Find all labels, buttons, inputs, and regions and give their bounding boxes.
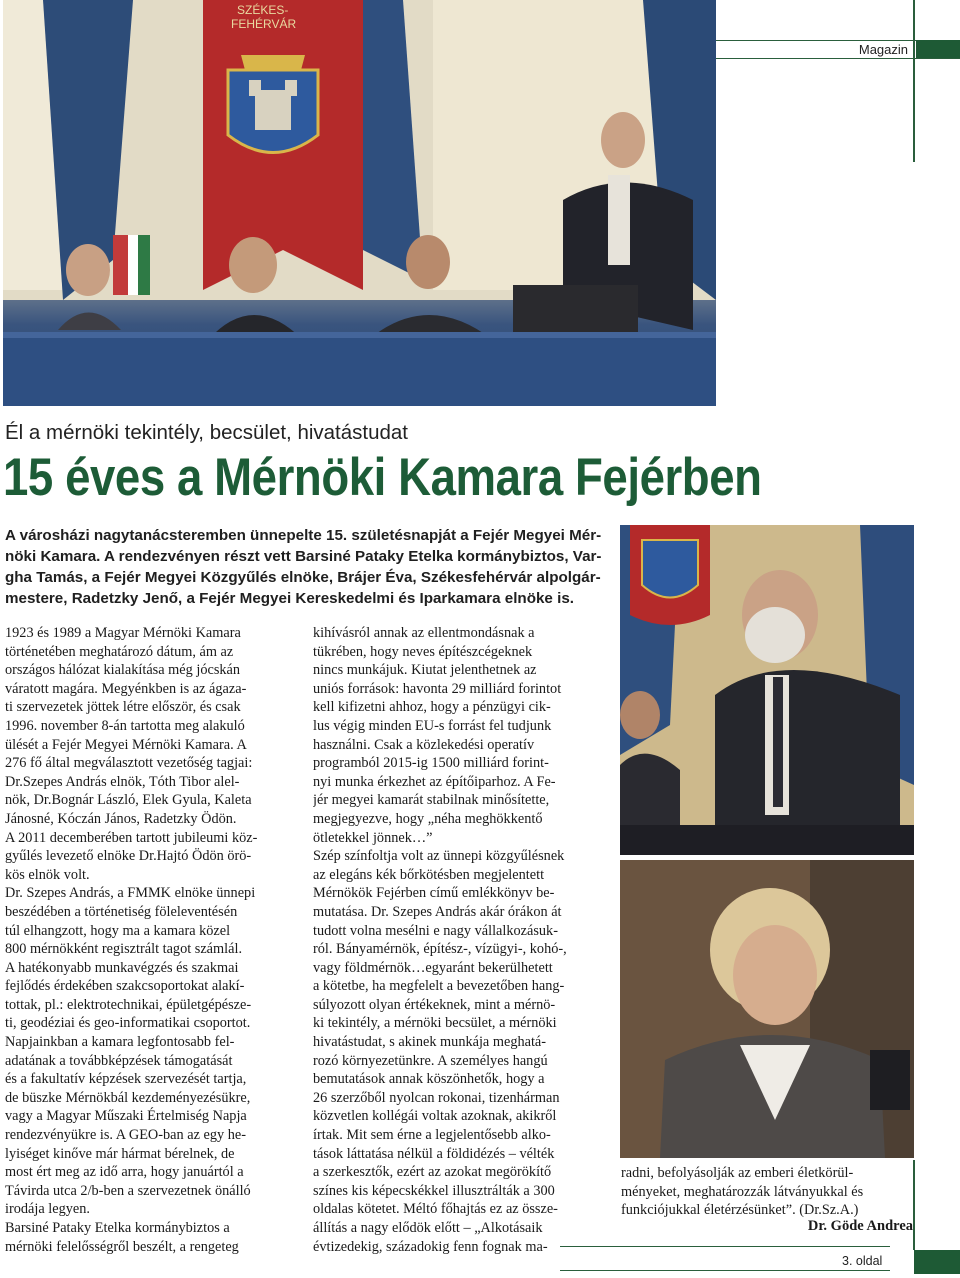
article-author: Dr. Göde Andrea bbox=[807, 1218, 913, 1234]
col2-line: használni. Csak a közlekedési operatív bbox=[313, 736, 535, 753]
col2-line: nyi munka érkezhet az építőiparhoz. A Fe- bbox=[313, 773, 556, 790]
col1-line: irodája legyen. bbox=[5, 1201, 90, 1218]
conference-scene bbox=[3, 0, 716, 406]
col2-line: ról. Bányamérnök, építész-, vízügyi-, kohó-, bbox=[313, 941, 567, 958]
col2-line: programból 2015-ig 1500 milliárd forint- bbox=[313, 755, 549, 772]
header-rule-bottom bbox=[716, 58, 960, 59]
col2-line: írtak. Mit sem érne a legjelentősebb alko- bbox=[313, 1127, 551, 1144]
col2-line: állítás a nagy elődök előtt – „Alkotásaik bbox=[313, 1220, 543, 1236]
article-title: 15 éves a Mérnöki Kamara Fejérben bbox=[3, 448, 762, 507]
col2-line: bemutatások annak köszönhetők, hogy a bbox=[313, 1071, 545, 1088]
speaker-scene bbox=[620, 525, 914, 855]
col1-line: Dr.Szepes András elnök, Tóth Tibor alel- bbox=[5, 773, 240, 790]
col2-line: rozó környezetünkre. A személyes hangú bbox=[313, 1052, 548, 1069]
col2-line: tások láttatása nélkül a földidézés – vélték bbox=[313, 1145, 555, 1162]
col3-line: radni, befolyásolják az emberi életkörül- bbox=[621, 1165, 854, 1181]
col1-line: nök, Dr.Bognár László, Elek Gyula, Kaleta bbox=[5, 792, 252, 809]
section-label: Magazin bbox=[858, 42, 908, 57]
col2-line: színes kis képecskékkel illusztrálták a 300 bbox=[313, 1182, 555, 1199]
article-column-3 bbox=[621, 1164, 913, 1220]
header-accent-block bbox=[916, 40, 960, 58]
footer-rule-bottom bbox=[560, 1270, 890, 1271]
footer-rule-top bbox=[560, 1246, 890, 1247]
col1-line: Távirda utca 2/b-ben a szervezetnek önálló bbox=[5, 1182, 251, 1199]
col1-line: ti szervezetek jöttek létre először, és csak bbox=[5, 699, 241, 716]
col2-line: uniós források: havonta 29 milliárd forintot bbox=[313, 680, 562, 697]
col1-line: és a fakultatív képzések szervezését tartja, bbox=[5, 1071, 247, 1088]
col1-line: lyiséget kinőve már hármat bérelnek, de bbox=[5, 1145, 235, 1162]
col2-line: 26 szerzőből nyolcan rokonai, tizenhárman bbox=[313, 1089, 560, 1106]
col1-line: de büszke Mérnökbál kezdeményezésükre, bbox=[5, 1089, 251, 1106]
article-kicker: Él a mérnöki tekintély, becsület, hivatástudat bbox=[5, 421, 408, 444]
col1-line: országos hálózat kialakítása még jócskán bbox=[5, 662, 241, 679]
page-number: 3. oldal bbox=[842, 1254, 883, 1268]
col1-line: A 2011 decemberében tartott jubileumi köz- bbox=[5, 829, 258, 846]
lead-line: gha Tamás, a Fejér Megyei Közgyűlés elnöke, Brájer Éva, Székesfehérvár alpolgár- bbox=[5, 569, 601, 586]
footer-vertical-rule bbox=[913, 1160, 915, 1250]
col2-line: hivatástudat, s akinek munkája meghatá- bbox=[313, 1034, 547, 1051]
col1-line: adatának a továbbképzések támogatását bbox=[5, 1052, 233, 1069]
col2-line: kihívásról annak az ellentmondásnak a bbox=[313, 625, 535, 641]
col2-line: évtizedekig, századokig fenn fognak ma- bbox=[313, 1238, 548, 1255]
col2-line: ötletekkel jönnek…” bbox=[313, 829, 433, 846]
col2-line: tükrében, hogy neves építészcégeknek bbox=[313, 643, 533, 660]
lead-line: mestere, Radetzky Jenő, a Fejér Megyei Kereskedelmi és Iparkamara elnöke is. bbox=[5, 590, 574, 607]
col1-line: 800 mérnökként regisztrált tagot számlál. bbox=[5, 941, 243, 958]
col2-line: kell kifizetni ahhoz, hogy a pénzügyi cik- bbox=[313, 699, 551, 716]
lead-line: A városházi nagytanácsteremben ünnepelte 15. születésnapját a Fejér Megyei Mér- bbox=[5, 527, 602, 544]
col1-line: fejlődés érdekében szakcsoportokat alakí- bbox=[5, 978, 245, 995]
photo-speaker-man bbox=[620, 525, 914, 855]
article-column-2 bbox=[313, 624, 601, 1256]
col2-line: a kötetbe, ha megfelelt a bevezetőben hang- bbox=[313, 978, 565, 995]
col2-line: Mérnökök Fejérben című emlékkönyv be- bbox=[313, 885, 555, 902]
col1-line: váratott magára. Megyénkben is az ágaza- bbox=[5, 680, 247, 697]
col2-line: Szép színfoltja volt az ünnepi közgyűlésnek bbox=[313, 848, 565, 865]
col1-line: ti, geodéziai és geo-informatikai csoportot. bbox=[5, 1015, 251, 1032]
col1-line: 1923 és 1989 a Magyar Mérnöki Kamara bbox=[5, 625, 241, 641]
lead-line: nöki Kamara. A rendezvényen részt vett Barsiné Pataky Etelka kormánybiztos, Var- bbox=[5, 548, 602, 565]
col2-line: jér megyei kamarát stabilnak minősítette, bbox=[313, 792, 550, 809]
col1-line: Dr. Szepes András, a FMMK elnöke ünnepi bbox=[5, 885, 256, 902]
col2-line: az elegáns kék bőrkötésben megjelentett bbox=[313, 866, 545, 883]
col1-line: történetében meghatározó dátum, ám az bbox=[5, 643, 234, 660]
col1-line: 1996. november 8-án tartotta meg alakuló bbox=[5, 717, 245, 734]
col1-line: rendezvényükre is. A GEO-ban az egy he- bbox=[5, 1127, 246, 1144]
col2-line: lus végig minden EU-s forrást fel tudjunk bbox=[313, 717, 552, 734]
col2-line: tudott volna mesélni e nagy vállalkozásuk- bbox=[313, 922, 558, 939]
col3-line: ményeket, meghatározzák látványukkal és bbox=[621, 1183, 864, 1200]
col2-line: oldalas kötetet. Méltó főhajtás ez az össze- bbox=[313, 1201, 558, 1218]
col1-line: vagy a Magyar Műszaki Értelmiség Napja bbox=[5, 1108, 247, 1125]
main-photo-conference bbox=[3, 0, 716, 406]
col1-line: mérnöki felelősségről beszélt, a rengeteg bbox=[5, 1238, 239, 1255]
banner-text-2: FEHÉRVÁR bbox=[231, 17, 297, 31]
col1-line: gyűlés levezető elnöke Dr.Hajtó Ödön örö- bbox=[5, 848, 252, 865]
col1-line: most ért meg az idő arra, hogy januártól a bbox=[5, 1164, 244, 1181]
col3-line: funkciójukkal életérzésünket”. (Dr.Sz.A.) bbox=[621, 1202, 859, 1219]
footer-accent-block bbox=[914, 1250, 960, 1274]
col1-line: tottak, pl.: elektrotechnikai, épületgépésze- bbox=[5, 996, 252, 1013]
col2-line: ki tekintély, a mérnöki becsület, a mérnöki bbox=[313, 1015, 557, 1032]
woman-scene bbox=[620, 860, 914, 1158]
col1-line: A hatékonyabb munkavégzés és szakmai bbox=[5, 959, 239, 976]
article-column-1 bbox=[5, 624, 293, 1256]
col1-line: 276 fő által megválasztott vezetőség tagjai: bbox=[5, 755, 253, 772]
col1-line: beszédében a történetiség föleleventésén bbox=[5, 903, 238, 920]
col2-line: mutatása. Dr. Szepes András akár órákon át bbox=[313, 903, 562, 920]
article-lead bbox=[5, 525, 611, 609]
col1-line: Napjainkban a kamara legfontosabb fel- bbox=[5, 1034, 235, 1051]
col2-line: nincs munkájuk. Kiutat jelenthetnek az bbox=[313, 662, 537, 679]
header-vertical-rule bbox=[913, 0, 915, 162]
col1-line: Barsiné Pataky Etelka kormánybiztos a bbox=[5, 1220, 230, 1236]
col2-line: vagy földmérnök…egyaránt bekerülhetett bbox=[313, 959, 553, 976]
col1-line: Jánosné, Kóczán János, Radetzky Ödön. bbox=[5, 810, 237, 827]
banner-text-1: SZÉKES- bbox=[237, 3, 289, 17]
col1-line: túl elhangzott, hogy ma a kamara közel bbox=[5, 922, 231, 939]
col2-line: súlyozott olyan értékeknek, mint a mérnö- bbox=[313, 996, 556, 1013]
col2-line: közvetlen kollégái voltak azoknak, akikről bbox=[313, 1108, 557, 1125]
col1-line: ülését a Fejér Megyei Mérnöki Kamara. A bbox=[5, 736, 247, 753]
col2-line: megjegyezve, hogy „néha meghökkentő bbox=[313, 810, 543, 827]
col2-line: a szerkesztők, ezért az azokat megörökítő bbox=[313, 1164, 552, 1181]
col1-line: kös elnök volt. bbox=[5, 866, 90, 883]
photo-speaker-woman bbox=[620, 860, 914, 1158]
